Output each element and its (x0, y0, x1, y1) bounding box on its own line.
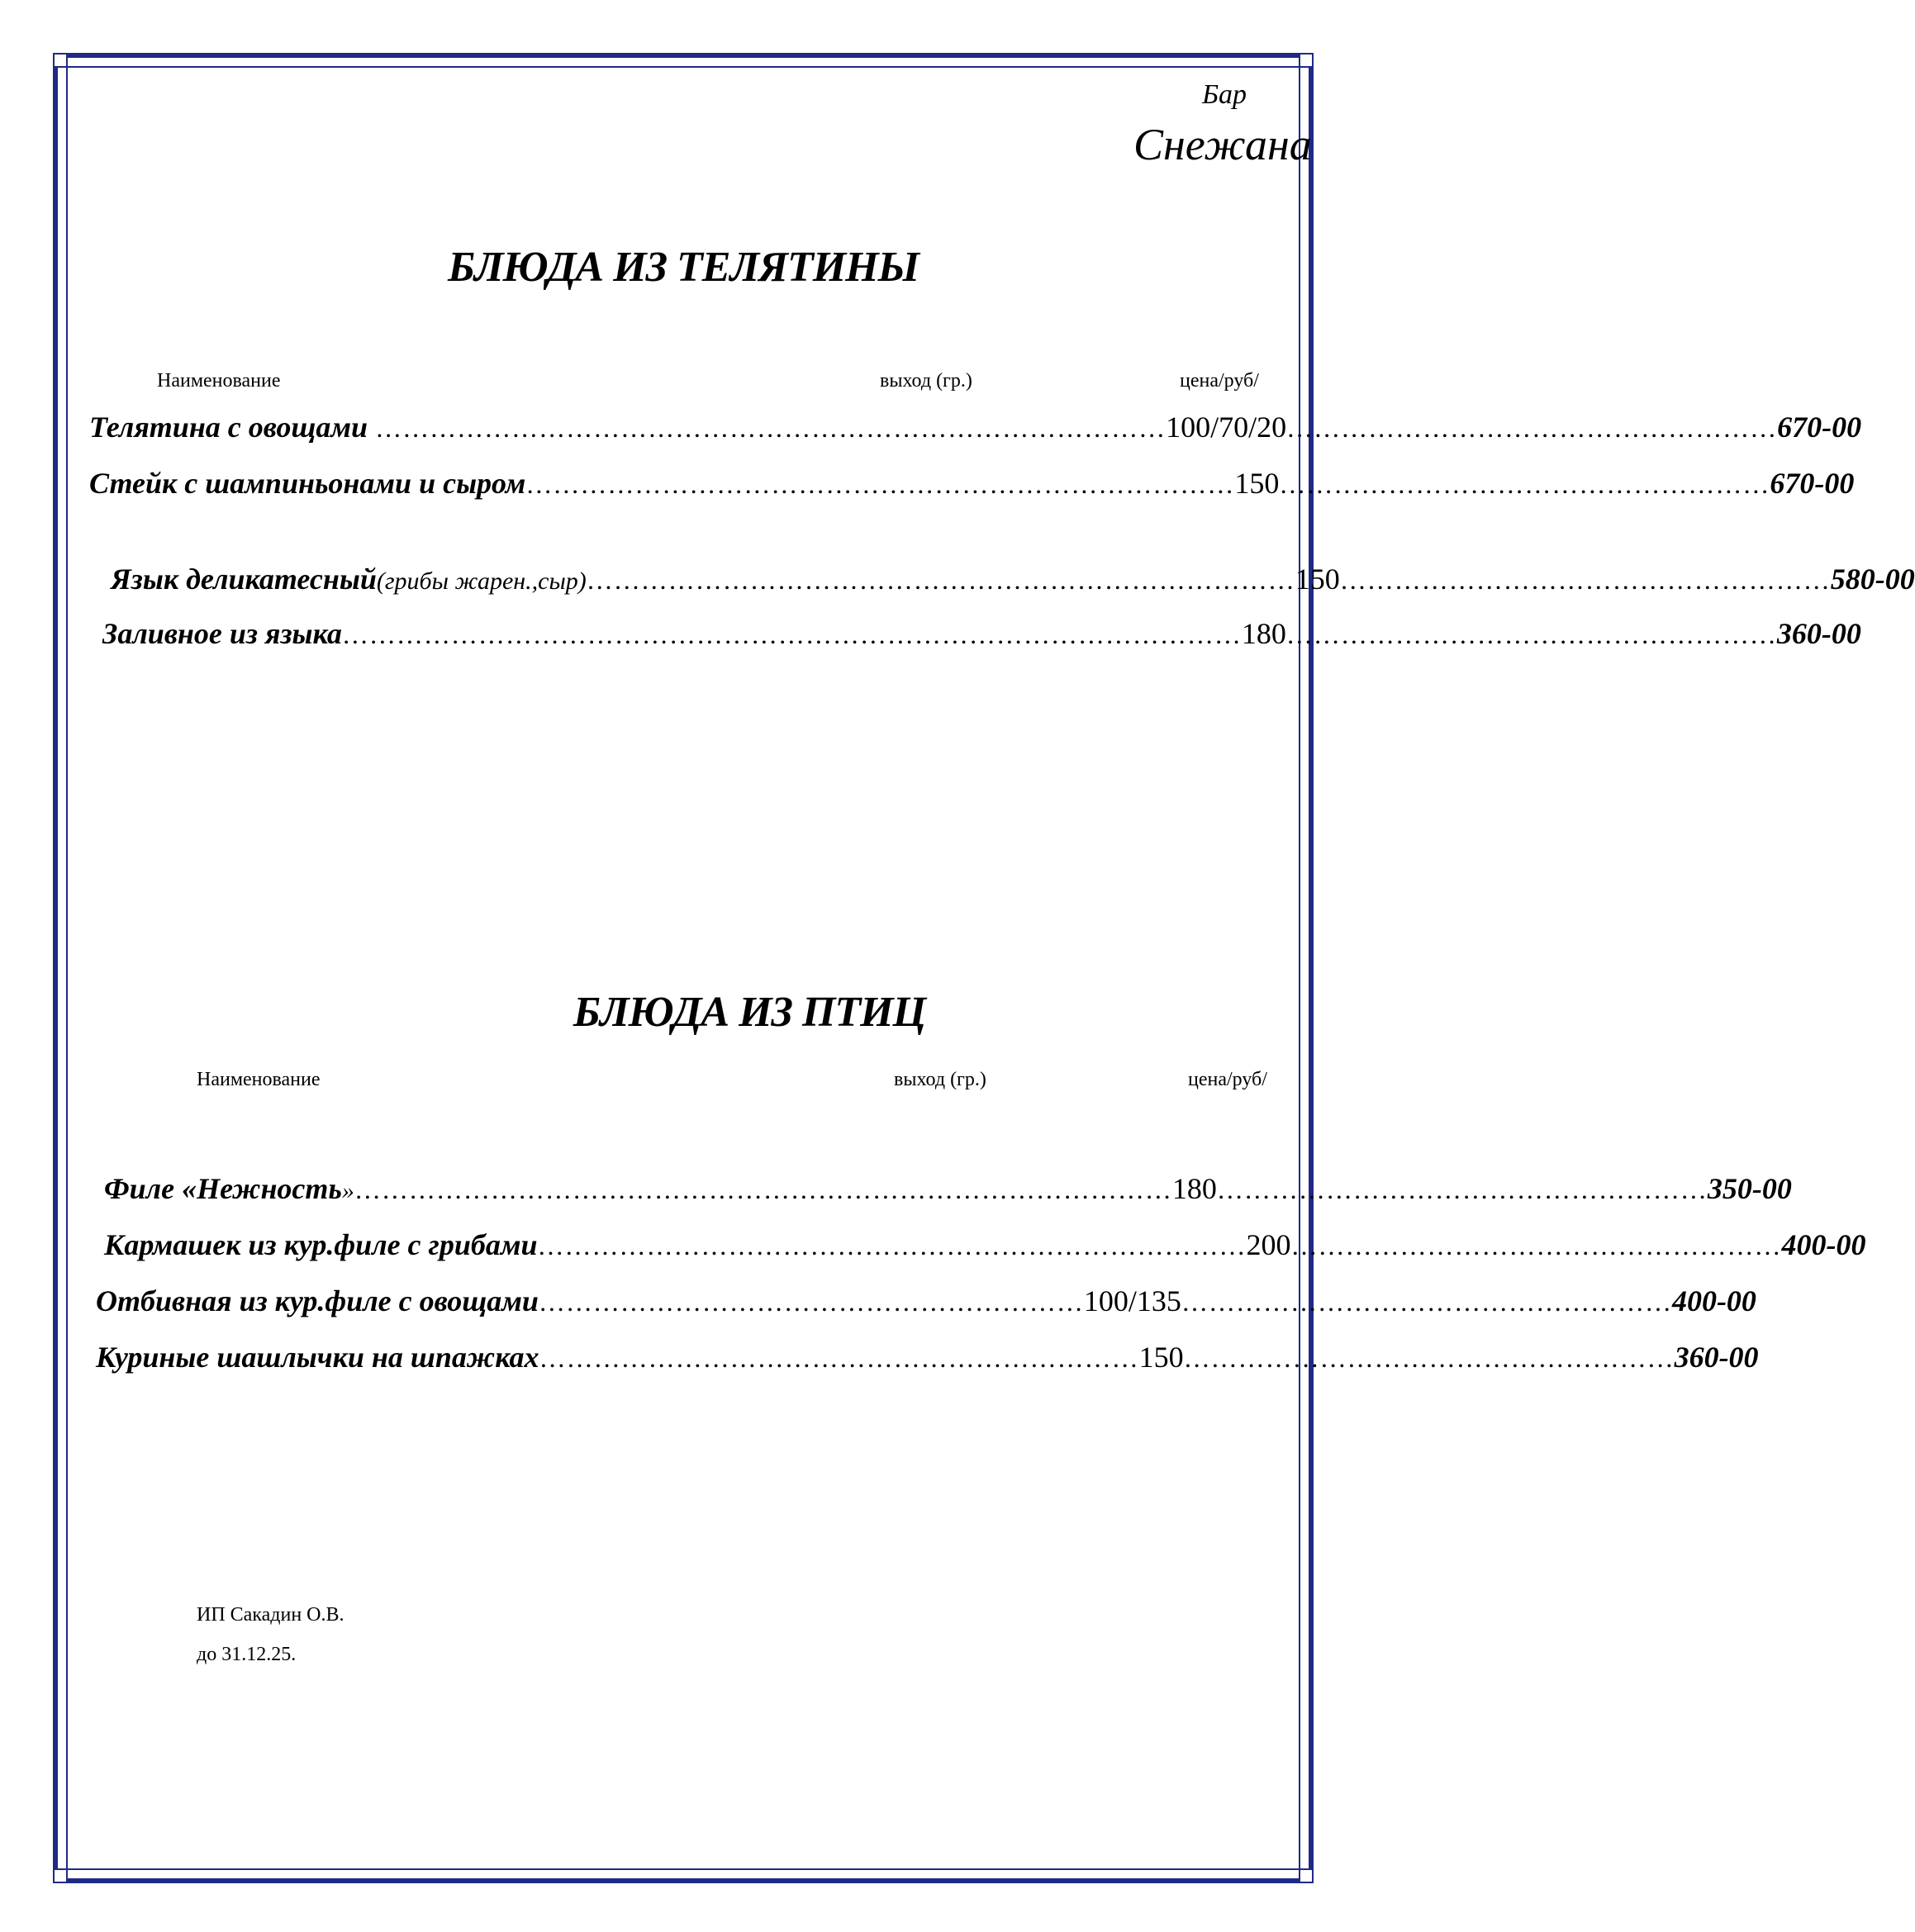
menu-item-name: Филе «Нежность (104, 1172, 342, 1205)
dot-leader: …………………………………………………………………………… (368, 413, 1167, 443)
menu-item-name: Язык деликатесный (111, 563, 377, 596)
dot-leader: ……………………………………………………………………………… (354, 1175, 1172, 1204)
section-title-veal: БЛЮДА ИЗ ТЕЛЯТИНЫ (447, 244, 919, 291)
dot-leader: ……………………………………………………………………………………… (341, 619, 1242, 649)
column-header-price: цена/руб/ (1188, 1069, 1267, 1090)
dot-leader: ……………………………………………… (1183, 1343, 1675, 1373)
menu-item-note: (грибы жарен.,сыр) (376, 567, 587, 595)
page-border-inner (66, 66, 1300, 1870)
brand-name: Снежана (1133, 120, 1312, 169)
menu-item-name: Стейк с шампиньонами и сыром (89, 467, 526, 500)
menu-item (89, 466, 1855, 501)
menu-item-weight: 180 (1171, 1172, 1217, 1205)
column-header-name: Наименование (197, 1069, 321, 1090)
menu-item-name: Кармашек из кур.филе с грибами (104, 1228, 538, 1261)
menu-item-weight: 180 (1241, 617, 1286, 650)
dot-leader: ……………………………………………… (1216, 1175, 1708, 1204)
menu-item (104, 1171, 1792, 1206)
menu-item (89, 410, 1862, 444)
dot-leader: ……………………………………………… (1285, 619, 1777, 649)
menu-item (111, 562, 1915, 596)
border-corner-ornament (53, 53, 68, 68)
menu-item (96, 1340, 1759, 1374)
menu-item-price: 580-00 (1830, 563, 1915, 596)
menu-item-price: 400-00 (1781, 1228, 1866, 1261)
menu-item-weight: 200 (1246, 1228, 1291, 1261)
menu-item-price: 670-00 (1777, 411, 1862, 444)
dot-leader: ……………………………………………… (1339, 565, 1831, 595)
menu-item-price: 400-00 (1671, 1284, 1756, 1317)
menu-item (104, 1227, 1866, 1262)
dot-leader: ……………………………………………… (1279, 469, 1770, 499)
menu-item-note: » (341, 1177, 354, 1204)
menu-item-weight: 100/70/20 (1166, 411, 1287, 444)
menu-item-name: Отбивная из кур.филе с овощами (96, 1284, 539, 1317)
menu-item-weight: 100/135 (1083, 1284, 1181, 1317)
menu-item-price: 670-00 (1770, 467, 1855, 500)
footer-validity: до 31.12.25. (197, 1644, 297, 1665)
dot-leader: ……………………………………………… (1286, 413, 1778, 443)
section-title-poultry: БЛЮДА ИЗ ПТИЦ (573, 989, 926, 1036)
border-corner-ornament (53, 1868, 68, 1883)
dot-leader: ………………………………………………………… (539, 1343, 1139, 1373)
column-header-weight: выход (гр.) (894, 1069, 986, 1090)
menu-item-price: 360-00 (1674, 1341, 1759, 1374)
dot-leader: ……………………………………………… (1290, 1231, 1782, 1260)
menu-item-weight: 150 (1138, 1341, 1184, 1374)
menu-item-weight: 150 (1234, 467, 1280, 500)
dot-leader: …………………………………………………… (538, 1287, 1084, 1317)
menu-item-name: Телятина с овощами (89, 411, 368, 444)
border-corner-ornament (1299, 53, 1314, 68)
dot-leader: …………………………………………………………………… (586, 565, 1295, 595)
footer-owner: ИП Сакадин О.В. (197, 1604, 345, 1626)
menu-item-price: 350-00 (1707, 1172, 1792, 1205)
menu-item-weight: 150 (1295, 563, 1340, 596)
column-header-name: Наименование (157, 370, 281, 392)
menu-item (96, 1284, 1756, 1318)
menu-item-name: Куриные шашлычки на шпажках (96, 1341, 539, 1374)
column-header-weight: выход (гр.) (880, 370, 972, 392)
dot-leader: ……………………………………………… (1181, 1287, 1672, 1317)
menu-item-name: Заливное из языка (102, 617, 342, 650)
dot-leader: …………………………………………………………………… (537, 1231, 1247, 1260)
menu-item (102, 616, 1861, 651)
border-corner-ornament (1299, 1868, 1314, 1883)
dot-leader: …………………………………………………………………… (525, 469, 1235, 499)
menu-item-price: 360-00 (1776, 617, 1861, 650)
brand-label: Бар (1202, 79, 1247, 110)
column-header-price: цена/руб/ (1180, 370, 1259, 392)
